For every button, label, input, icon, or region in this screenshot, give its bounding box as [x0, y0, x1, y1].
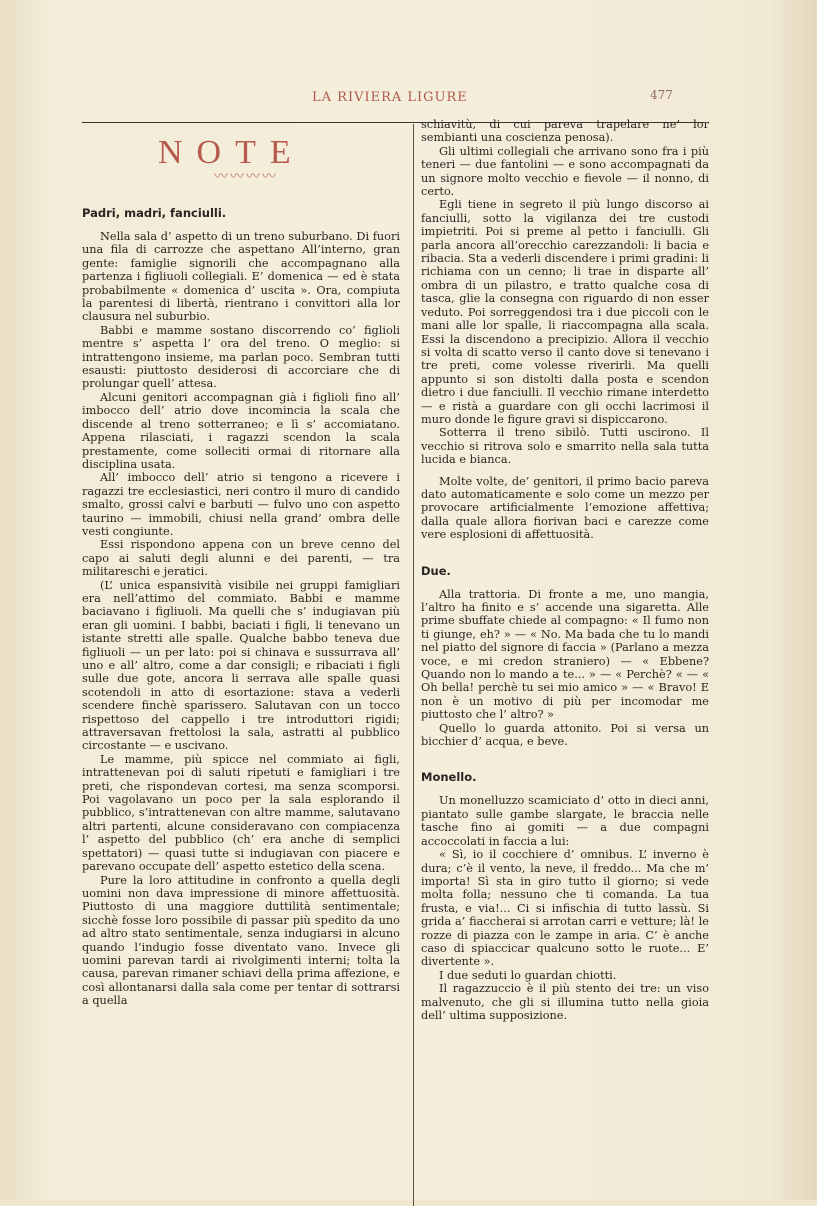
paragraph: schiavitù, di cui pareva trapelare ne’ lor sembianti una coscienza penosa).: [421, 118, 709, 145]
paragraph: Molte volte, de’ genitori, il primo bacio pareva dato automaticamente e solo come un mezzo per provocare artificialmente l’emozione affettiva; dalla quale allora fiorivan baci e carezze come vere esplosioni di affettuosità.: [421, 474, 709, 542]
section-title: NOTE: [158, 134, 305, 171]
paragraph: I due seduti lo guardan chiotti.: [439, 968, 617, 982]
paragraph: Pure la loro attitudine in confronto a quella degli uomini non dava impressione di minore affettuosità. Piuttosto di una maggiore duttilità sentimentale; sicchè fosse loro possibile di passar più spedito da uno ad altro stato sentimentale, senza indugiarsi in alcuno quando l’indugio fosse diventato vano. Invece gli uomini parevan tardi ai rivolgimenti interni; tolta la causa, parevan rimaner schiavi della prima affezione, e così allontanarsi dalla sala come per tentar di sottrarsi a quella: [82, 873, 400, 1008]
paragraph: Essi rispondono appena con un breve cenno del capo ai saluti degli alunni e dei parenti, — tra militareschi e jeratici.: [82, 538, 400, 579]
paragraph: Sotterra il treno sibilò. Tutti uscirono. Il vecchio si ritrova solo e smarrito nella sala tutta lucida e bianca.: [421, 426, 709, 467]
page-number: 477: [650, 88, 673, 102]
paragraph: Nella sala d’ aspetto di un treno suburbano. Di fuori una fila di carrozze che aspettano All’interno, gran gente: famiglie signorili che accompagnano alla partenza i figliuoli collegiali. E’ domenica — ed è stata probabilmente « domenica d’ uscita ». Ora, compiuta la parentesi di libertà, rientrano i convittori alla lor clausura nel suburbio.: [82, 230, 400, 324]
paragraph: Un monelluzzo scamiciato d’ otto in dieci anni, piantato sulle gambe slargate, le braccia nelle tasche fino ai gomiti — a due compagni accoccolati in faccia a lui:: [421, 794, 709, 848]
section-heading: Monello.: [421, 770, 477, 785]
title-flourish: 〰〰〰〰: [214, 169, 278, 185]
left-column: [82, 126, 400, 1008]
paragraph: All’ imbocco dell’ atrio si tengono a ricevere i ragazzi tre ecclesiastici, neri contro il muro di candido smalto, grossi calvi e barbuti — fulvo uno con aspetto taurino — immobili, chiusi nella grand’ ombra delle vesti congiunte.: [82, 471, 400, 538]
paragraph: Egli tiene in segreto il più lungo discorso ai fanciulli, sotto la vigilanza dei tre custodi impietriti. Poi si preme al petto i fanciulli. Gli parla ancora all’orecchio carezzandoli: li bacia e ribacia. Sta a vederli discendere i primi gradini: li richiama con un cenno; li trae in disparte all’ ombra di un pilastro, e tratto qualche cosa di tasca, glie la consegna con riguardo di non esser veduto. Poi sorreggendosi tra i due piccoli con le mani alle lor spalle, li riaccompagna alla scala. Essi la discendono a precipizio. Allora il vecchio si volta di scatto verso il canto dove si tenevano i tre preti, come volesse riverirli. Ma quelli appunto si son distolti dalla posta e scendon dietro i due fanciulli. Il vecchio rimane interdetto — e ristà a guardare con gli occhi lacrimosi il muro donde le figure gravi si dispiccarono.: [421, 198, 709, 426]
paragraph: Il ragazzuccio è il più stento dei tre: un viso malvenuto, che gli si illumina tutto nella gioia dell’ ultima supposizione.: [421, 982, 709, 1022]
paragraph: (L’ unica espansività visibile nei gruppi famigliari era nell’attimo del commiato. Babbi e mamme baciavano i figliuoli. Ma quelli che s’ indugiavan più eran gli uomini. I babbi, baciati i figli, li tenevano un istante stretti alle spalle. Qualche babbo teneva due figliuoli — un per lato: poi si chinava e sussurrava all’ uno e all’ altro, come a dar consigli; e ribaciati i figli sulle due gote, ancora li serrava alle spalle quasi scotendoli in atto di esortazione: stava a vederli scendere finchè sparissero. Salutavan con un tocco rispettoso del cappello i tre introduttori rigidi; attraversavan frettolosi la sala, astratti al pubblico circostante — e uscivano.: [82, 578, 400, 753]
paragraph: « Sì, io il cocchiere d’ omnibus. L’ inverno è dura; c’è il vento, la neve, il freddo... Ma che m’ importa! Sì sta in giro tutto il giorno; si vede molta folla; nessuno che ti comanda. La tua frusta, e via!... Ci si infischia di tutto lassù. Si grida a’ fiaccherai si arrotan carri e vetture; là! le rozze di piazza con le zampe in aria. C’ è anche caso di spiaccicar qualcuno sotto le ruote... E’ divertente ».: [421, 848, 709, 969]
paragraph: Alla trattoria. Di fronte a me, uno mangia, l’altro ha finito e s’ accende una sigaretta. Alle prime sbuffate chiede al compagno: « Il fumo non ti giunge, eh? » — « No. Ma bada che tu lo mandi nel piatto del signore di faccia » (Parlano a mezza voce, e mi credon straniero) — « Ebbene? Quando non lo mando a te... » — « Perchè? « — « Oh bella! perchè tu sei mio amico » — « Bravo! E non è un motivo di più per incomodar me piuttosto che l’ altro? »: [421, 587, 709, 722]
paragraph: Le mamme, più spicce nel commiato ai figli, intrattenevan poi di saluti ripetuti e famigliari i tre preti, che rispondevan cortesi, ma senza scomporsi. Poi vagolavano un poco per la sala esplorando il pubblico, s’intrattenevan con altre mamme, salutavano altri partenti, alcune consideravano con compiacenza l’ aspetto del pubblico (ch’ era anche di semplici spettatori) — quasi tutte si indugiavan con piacere e parevano occupate dell’ aspetto estetico della scena.: [82, 752, 400, 874]
paragraph: Gli ultimi collegiali che arrivano sono fra i più teneri — due fantolini — e sono accompagnati da un signore molto vecchio e fievole — il nonno, di certo.: [421, 144, 709, 199]
paragraph: Alcuni genitori accompagnan già i figlioli fino all’ imbocco dell’ atrio dove incomincia la scala che discende al treno sotterraneo; e lì s’ accomiatano. Appena rilasciati, i ragazzi scendon la scala prestamente, come solleciti ormai di ritornare alla disciplina usata.: [82, 390, 400, 471]
right-column: [421, 118, 709, 1022]
section-heading: Padri, madri, fanciulli.: [82, 206, 227, 220]
column-divider: [413, 124, 414, 1206]
paragraph: Quello lo guarda attonito. Poi si versa un bicchier d’ acqua, e beve.: [421, 721, 709, 749]
section-heading: Due.: [421, 563, 451, 578]
paragraph: Babbi e mamme sostano discorrendo co’ figlioli mentre s’ aspetta l’ ora del treno. O meglio: si intrattengono insieme, ma parlan poco. Sembran tutti esausti: piuttosto desiderosi di accorciare che di prolungar quell’ attesa.: [82, 323, 400, 391]
running-header: LA RIVIERA LIGURE: [312, 90, 468, 105]
